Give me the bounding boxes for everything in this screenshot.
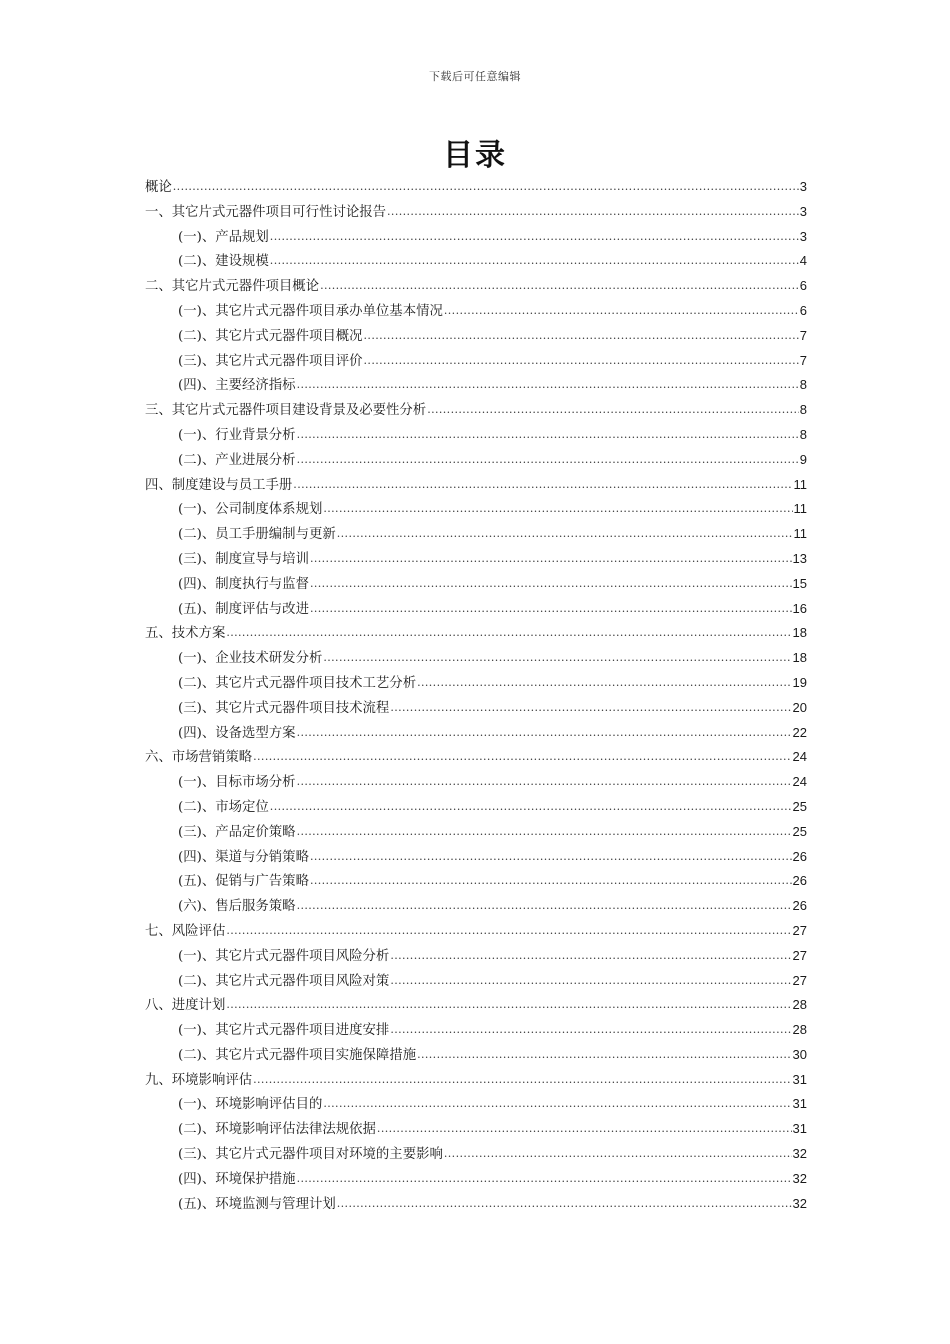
toc-page-number: 19 (792, 674, 807, 690)
toc-entry-title: (三)、其它片式元器件项目评价 (178, 353, 363, 369)
toc-entry[interactable] (145, 1018, 807, 1043)
toc-entry-title: (一)、其它片式元器件项目风险分析 (178, 948, 390, 964)
toc-page-number: 27 (792, 947, 807, 963)
toc-page-number: 24 (792, 774, 807, 790)
toc-entry[interactable] (145, 1068, 807, 1093)
toc-page-number: 8 (799, 377, 807, 393)
toc-page-number: 26 (792, 898, 807, 914)
toc-page-number: 16 (792, 600, 807, 616)
toc-dot-leader (377, 1117, 792, 1142)
toc-entry-title: (五)、环境监测与管理计划 (178, 1196, 336, 1212)
toc-entry[interactable] (145, 1167, 807, 1192)
toc-dot-leader (270, 249, 799, 274)
toc-dot-leader (297, 373, 799, 398)
toc-page-number: 22 (792, 724, 807, 740)
toc-entry[interactable] (145, 745, 807, 770)
toc-dot-leader (323, 646, 791, 671)
toc-dot-leader (323, 1092, 791, 1117)
toc-dot-leader (323, 497, 792, 522)
toc-entry-title: (一)、其它片式元器件项目承办单位基本情况 (178, 303, 443, 319)
toc-entry-title: (三)、其它片式元器件项目对环境的主要影响 (178, 1147, 443, 1163)
toc-entry-title: (一)、公司制度体系规划 (178, 502, 323, 518)
toc-dot-leader (390, 944, 791, 969)
toc-entry[interactable] (145, 423, 807, 448)
toc-entry[interactable] (145, 894, 807, 919)
toc-page-number: 30 (792, 1046, 807, 1062)
toc-dot-leader (253, 1068, 791, 1093)
toc-dot-leader (310, 547, 792, 572)
toc-page-number: 7 (799, 352, 807, 368)
toc-page-number: 28 (792, 1022, 807, 1038)
toc-dot-leader (226, 993, 791, 1018)
toc-page-number: 27 (792, 922, 807, 938)
toc-dot-leader (297, 894, 792, 919)
toc-page-number: 8 (799, 426, 807, 442)
toc-entry-title: (三)、其它片式元器件项目技术流程 (178, 700, 390, 716)
toc-dot-leader (364, 349, 799, 374)
toc-dot-leader (226, 919, 791, 944)
toc-entry[interactable] (145, 969, 807, 994)
toc-entry-title: 八、进度计划 (145, 998, 226, 1014)
toc-dot-leader (297, 423, 799, 448)
toc-page-number: 25 (792, 798, 807, 814)
toc-entry[interactable] (145, 919, 807, 944)
toc-entry-title: (五)、促销与广告策略 (178, 874, 309, 890)
toc-entry[interactable] (145, 572, 807, 597)
toc-dot-leader (444, 299, 799, 324)
toc-entry[interactable] (145, 373, 807, 398)
toc-page-number: 18 (792, 625, 807, 641)
toc-entry[interactable] (145, 993, 807, 1018)
toc-dot-leader (444, 1142, 792, 1167)
toc-dot-leader (390, 969, 791, 994)
toc-entry[interactable] (145, 770, 807, 795)
toc-dot-leader (297, 1167, 792, 1192)
toc-entry-title: (二)、产业进展分析 (178, 452, 296, 468)
toc-dot-leader (417, 1043, 791, 1068)
toc-entry[interactable] (145, 721, 807, 746)
toc-page-number: 32 (792, 1195, 807, 1211)
toc-page-number: 4 (799, 253, 807, 269)
toc-dot-leader (390, 1018, 791, 1043)
toc-dot-leader (297, 820, 792, 845)
toc-page-number: 26 (792, 848, 807, 864)
toc-entry-title: (二)、其它片式元器件项目概况 (178, 328, 363, 344)
toc-page-number: 24 (792, 749, 807, 765)
toc-dot-leader (310, 572, 792, 597)
toc-page-number: 32 (792, 1146, 807, 1162)
toc-entry-title: (四)、主要经济指标 (178, 378, 296, 394)
toc-entry[interactable] (145, 621, 807, 646)
toc-entry[interactable] (145, 944, 807, 969)
toc-entry[interactable] (145, 448, 807, 473)
toc-entry[interactable] (145, 349, 807, 374)
toc-entry-title: 三、其它片式元器件项目建设背景及必要性分析 (145, 403, 427, 419)
toc-entry[interactable] (145, 597, 807, 622)
toc-page-number: 31 (792, 1096, 807, 1112)
toc-title: 目录 (443, 138, 507, 173)
toc-dot-leader (310, 845, 792, 870)
toc-dot-leader (337, 522, 793, 547)
toc-entry-title: 四、制度建设与员工手册 (145, 477, 293, 493)
toc-entry[interactable] (145, 671, 807, 696)
header-note: 下载后可任意编辑 (429, 70, 521, 83)
toc-dot-leader (387, 200, 799, 225)
toc-entry[interactable] (145, 1092, 807, 1117)
toc-dot-leader (310, 597, 792, 622)
toc-entry[interactable] (145, 249, 807, 274)
toc-page-number: 20 (792, 699, 807, 715)
toc-entry-title: (一)、目标市场分析 (178, 775, 296, 791)
toc-dot-leader (390, 696, 791, 721)
toc-entry-title: 二、其它片式元器件项目概论 (145, 279, 320, 295)
toc-page-number: 28 (792, 997, 807, 1013)
toc-page-number: 27 (792, 972, 807, 988)
toc-dot-leader (427, 398, 799, 423)
toc-entry-title: (二)、其它片式元器件项目风险对策 (178, 973, 390, 989)
toc-entry[interactable] (145, 646, 807, 671)
table-of-contents (145, 175, 807, 1216)
toc-entry[interactable] (145, 820, 807, 845)
toc-entry[interactable] (145, 225, 807, 250)
toc-entry-title: (一)、产品规划 (178, 229, 269, 245)
toc-entry-title: (二)、环境影响评估法律法规依据 (178, 1122, 376, 1138)
toc-dot-leader (417, 671, 791, 696)
toc-page-number: 18 (792, 650, 807, 666)
toc-entry[interactable] (145, 299, 807, 324)
toc-entry[interactable] (145, 200, 807, 225)
toc-dot-leader (270, 795, 792, 820)
toc-entry-title: (四)、环境保护措施 (178, 1171, 296, 1187)
toc-dot-leader (173, 175, 799, 200)
toc-page-number: 3 (799, 179, 807, 194)
toc-entry-title: (二)、其它片式元器件项目实施保障措施 (178, 1047, 417, 1063)
toc-dot-leader (297, 448, 799, 473)
toc-entry[interactable] (145, 274, 807, 299)
toc-entry[interactable] (145, 497, 807, 522)
toc-entry-title: 概论 (145, 180, 172, 195)
toc-page-number: 3 (799, 203, 807, 219)
toc-entry-title: (四)、设备选型方案 (178, 725, 296, 741)
toc-entry-title: (二)、其它片式元器件项目技术工艺分析 (178, 675, 417, 691)
toc-page-number: 11 (793, 501, 807, 517)
toc-page-number: 8 (799, 402, 807, 418)
toc-page-number: 6 (799, 302, 807, 318)
toc-entry[interactable] (145, 869, 807, 894)
toc-entry[interactable] (145, 522, 807, 547)
toc-entry[interactable] (145, 1117, 807, 1142)
toc-entry-title: (四)、制度执行与监督 (178, 576, 309, 592)
toc-dot-leader (253, 745, 791, 770)
toc-entry-title: (五)、制度评估与改进 (178, 601, 309, 617)
toc-entry-title: (一)、行业背景分析 (178, 427, 296, 443)
toc-entry-title: (三)、制度宣导与培训 (178, 551, 309, 567)
toc-entry-title: (一)、企业技术研发分析 (178, 651, 323, 667)
toc-entry-title: 七、风险评估 (145, 923, 226, 939)
toc-entry-title: (六)、售后服务策略 (178, 899, 296, 915)
toc-dot-leader (226, 621, 791, 646)
toc-entry-title: (二)、员工手册编制与更新 (178, 527, 336, 543)
toc-entry-title: 九、环境影响评估 (145, 1072, 253, 1088)
toc-dot-leader (297, 770, 792, 795)
toc-entry[interactable] (145, 547, 807, 572)
toc-dot-leader (337, 1192, 792, 1217)
toc-entry-title: 六、市场营销策略 (145, 750, 253, 766)
toc-entry[interactable] (145, 795, 807, 820)
toc-entry-title: (二)、建设规模 (178, 254, 269, 270)
toc-dot-leader (293, 473, 792, 498)
toc-page-number: 7 (799, 327, 807, 343)
toc-page-number: 32 (792, 1170, 807, 1186)
toc-page-number: 25 (792, 823, 807, 839)
toc-entry-title: (二)、市场定位 (178, 799, 269, 815)
toc-entry[interactable] (145, 473, 807, 498)
toc-page-number: 11 (793, 476, 807, 492)
toc-page-number: 11 (793, 526, 807, 542)
toc-entry[interactable] (145, 324, 807, 349)
toc-dot-leader (320, 274, 799, 299)
toc-entry[interactable] (145, 1142, 807, 1167)
toc-entry[interactable] (145, 845, 807, 870)
toc-entry[interactable] (145, 1043, 807, 1068)
toc-entry-title: (三)、产品定价策略 (178, 824, 296, 840)
toc-page-number: 15 (792, 575, 807, 591)
toc-dot-leader (364, 324, 799, 349)
toc-page-number: 6 (799, 278, 807, 294)
toc-page-number: 31 (792, 1071, 807, 1087)
toc-entry[interactable] (145, 398, 807, 423)
toc-dot-leader (270, 225, 799, 250)
toc-entry-title: 五、技术方案 (145, 626, 226, 642)
toc-dot-leader (297, 721, 792, 746)
toc-entry-title: 一、其它片式元器件项目可行性讨论报告 (145, 204, 387, 220)
toc-entry[interactable] (145, 1192, 807, 1217)
toc-page-number: 26 (792, 873, 807, 889)
toc-page-number: 9 (799, 451, 807, 467)
toc-entry[interactable] (145, 696, 807, 721)
toc-entry-title: (一)、环境影响评估目的 (178, 1097, 323, 1113)
toc-page-number: 3 (799, 228, 807, 244)
toc-dot-leader (310, 869, 792, 894)
toc-page-number: 13 (792, 550, 807, 566)
toc-page-number: 31 (792, 1121, 807, 1137)
toc-entry[interactable] (145, 175, 807, 200)
toc-entry-title: (四)、渠道与分销策略 (178, 849, 309, 865)
toc-entry-title: (一)、其它片式元器件项目进度安排 (178, 1023, 390, 1039)
